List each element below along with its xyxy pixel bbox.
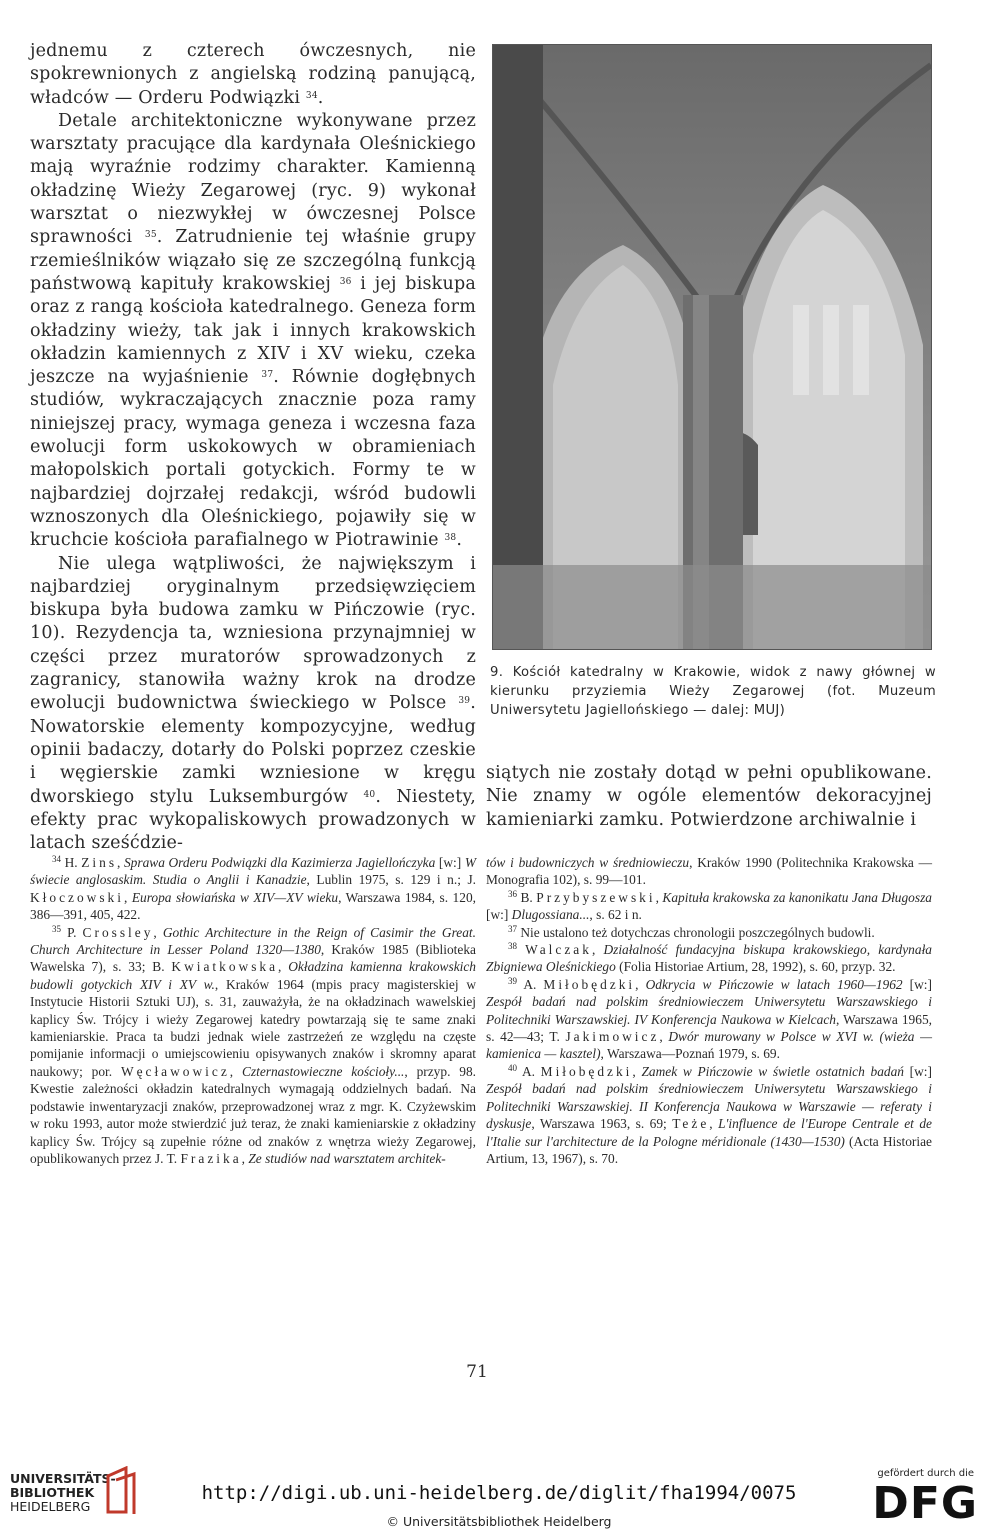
footnote-ref: 36 [339,276,352,287]
footnote-ref: 38 [508,941,517,952]
text-run: . Niestety, efekty prac wykopaliskowych prowadzonych w latach sześćdzie- [30,786,476,854]
text-run: , [153,924,163,940]
italic-title: Ze studiów nad warsztatem architek- [248,1150,446,1166]
footnote-ref: 40 [508,1062,517,1073]
italic-title: Zamek w Pińczowie w świetle ostatnich badań [641,1063,904,1079]
author-name: Teże [672,1116,710,1132]
text-run: P. [61,924,83,940]
italic-title: Działalność fundacyjna biskupa krakowskiego, kardynała Zbigniewa Oleśnickiego [486,942,932,975]
text-run: Nie ulega wątpliwości, że największym i najbardziej oryginalnym przedsięwzięciem biskupa była budowa zamku w Pińczowie (ryc. 10). Rezydencja ta, wzniesiona przynajmniej w części przez muratorów sprowadzonych z zagranicy, stanowiła ważny krok na drodze ewolucji budownictwa świeckiego w Polsce [30,553,476,714]
paragraph [30,110,476,553]
right-column-text [486,762,932,832]
paragraph [30,40,476,110]
text-run: . [456,530,463,551]
text-run: B. [517,889,537,905]
italic-title: Europa słowiańska w XIV—XV wieku [131,889,339,905]
text-run: i jej biskupa oraz z rangą kościoła katedralnego. Geneza form okładziny wieży, tak jak i innych krakowskich okładzin kamiennych z XIV i XV wieku, czeka jeszcze na wyjaśnienie [30,273,476,388]
author-name: Jakimowicz [565,1029,660,1045]
author-name: Frazika [180,1150,242,1166]
footnote-ref: 35 [52,923,61,934]
footnote-ref: 34 [305,90,318,101]
text-run: , [659,1029,669,1045]
author-name: Przybyszewski [536,889,656,905]
author-name: Miłobędzki [540,1063,633,1079]
text-run: , przyp. 98. Kwestie zależności okładzin katedralnych wymagają oddzielnych badań. Na podstawie inwentaryzacji znaków, przeprowadzonej wraz z mgr. K. Czyżewskim w roku 1993, autor może stwierdzić już teraz, że znaki kamieniarskie z okładziny kaplicy Św. Trójcy są zupełnie różne od znaków z wnętrza wieży Zegarowej, opublikowanych przez J. T. [30,1063,476,1166]
author-name: Kłoczowski [30,889,124,905]
italic-title: Dlugossiana... [511,907,590,923]
footnote-ref: 37 [508,923,517,934]
text-run: (Acta Historiae Artium, 13, 1967), s. 70. [486,1133,932,1166]
footnote [486,976,932,1063]
text-run: A. [517,976,544,992]
italic-title: L'influence de l'Europe Centrale et de l'Italie sur l'architecture de la Pologne méridionale (1430—1530) [486,1116,932,1149]
italic-title: Kapituła krakowska za kanonikatu Jana Długosza [662,889,932,905]
library-name: UNIVERSITÄTS- BIBLIOTHEK HEIDELBERG [10,1471,116,1514]
text-run: [w:] [902,976,932,992]
italic-title: Odkrycia w Pińczowie w latach 1960—1962 [645,976,903,992]
text-run: , [709,1116,719,1132]
text-run: , [229,1063,242,1079]
author-name: Kwiatkowska [171,959,279,975]
footnote [486,1063,932,1167]
footnote [486,854,932,889]
italic-title: Czternastowieczne kościoły... [241,1063,405,1079]
text-run: (Folia Historiae Artium, 28, 1992), s. 60, przyp. 32. [615,959,896,975]
text-run: , [591,942,604,958]
footnote [486,889,932,924]
digitization-footer [0,1440,998,1532]
footnote-ref: 37 [261,370,274,381]
text-run: , [278,959,289,975]
dfg-logo: DFG [872,1478,978,1529]
text-run: siątych nie zostały dotąd w pełni opublikowane. Nie znamy w ogóle elementów dekoracyjnej kamieniarki zamku. Potwierdzone archiwalnie i [486,763,932,830]
copyright-notice: © Universitätsbibliothek Heidelberg [386,1514,612,1529]
author-name: Crossley [82,924,154,940]
text-run: , Warszawa 1963, s. 69; [531,1116,673,1132]
footnote-ref: 34 [52,854,61,864]
text-run: , [635,976,646,992]
author-name: Zins [81,855,118,870]
text-run: . Nowatorskie elementy kompozycyjne, według opinii badaczy, dotarły do Polski poprzez czeskie i węgierskie zamki wzniesione w kręgu dworskiego stylu Luksemburgów [30,693,476,807]
paragraph [486,762,932,832]
footnotes-right [486,854,932,1167]
text-run: , s. 62 i n. [589,907,642,923]
funding-label: gefördert durch die [877,1468,974,1479]
italic-title: Gothic Architecture in the Reign of Casimir the Great. Church Architecture in Lesser Poland 1320—1380 [30,924,476,958]
text-run: . Równie dogłębnych studiów, wykraczających znacznie poza ramy niniejszej pracy, wymaga geneza i wczesna faza ewolucji form uskokowych w obramieniach małopolskich portali gotyckich. Formy te w najbardziej dojrzałej redakcji, wśród budowli wznoszonych dla Oleśnickiego, pojawiły się w kruchcie kościoła parafialnego w Piotrawinie [30,367,476,551]
italic-title: Dwór murowany w Polsce w XVI w. (wieża — kamienica — kasztel) [486,1029,932,1062]
text-run: [w:] [903,1063,932,1079]
text-run: [w:] [435,855,465,870]
footnote [30,924,476,1168]
text-run: , Kraków 1964 (mpis pracy magisterskiej w Instytucie Historii Sztuki UJ), s. 31, zauważyła, że na okładzinach wawelskiej kaplicy Św. Trójcy i wieży Zegarowej katedry powtarzają się te same znaki kamieniarskie. Praca ta budzi jednak wiele zastrzeżeń ze względu na częste pomijanie informacji o umiejscowieniu opisywanych znaków i skromny aparat naukowy; por. [30,976,476,1079]
footnote-ref: 40 [363,789,376,800]
text-run: . Zatrudnienie tej właśnie grupy rzemieślników wiązało się ze szczególną funkcją państwową kapituły krakowskiej [30,227,476,294]
cathedral-interior-photo [492,44,932,650]
text-run: A. [517,1063,541,1079]
text-run: , Lublin 1975, s. 129 i n.; J. [306,872,477,888]
paragraph [30,553,476,856]
italic-title: Zespół badań nad polskim średniowieczem Uniwersytetu Warszawskiego i Politechniki Warszawskiej. II Konferencja Naukowa w Warszawie — referaty i dyskusje [486,1081,932,1132]
text-run: , Kraków 1985 (Biblioteka Wawelska 7), s. 33; B. [30,942,476,975]
text-run: , [655,889,663,905]
author-name: Walczak [525,942,592,958]
italic-title: tów i budowniczych w średniowieczu [486,855,690,870]
italic-title: Okładzina kamienna krakowskich budowli gotyckich XIV i XV w. [30,959,476,992]
author-name: Węcławowicz [120,1063,230,1079]
footnote-ref: 39 [458,696,471,707]
text-run: Detale architektoniczne wykonywane przez warsztaty pracujące dla kardynała Oleśnickiego mają wyraźnie rodzimy charakter. Kamienną okładzinę Wieży Zegarowej (ryc. 9) wykonał warsztat o niezwykłej w ówczesnej Polsce sprawności [30,110,476,248]
footnote [486,924,932,941]
text-run: , Kraków 1990 (Politechnika Krakowska — Monografia 102), s. 99—101. [486,855,933,888]
italic-title: Sprawa Orderu Podwiązki dla Kazimierza Jagiellończyka [123,855,436,870]
footnote-ref: 35 [144,230,157,241]
text-run: , [117,855,124,870]
left-column-text [30,40,476,855]
page-number: 71 [466,1362,488,1382]
text-run: , [241,1150,249,1166]
text-run: , Warszawa 1965, s. 42—43; T. [486,1011,932,1045]
figure-caption: 9. Kościół katedralny w Krakowie, widok z nawy głównej w kierunku przyziemia Wieży Zegarowej (fot. Muzeum Uniwersytetu Jagiellońskiego — dalej: MUJ) [490,665,936,718]
text-run: . [317,87,324,108]
footnote [30,854,476,924]
text-run: jednemu z czterech ówczesnych, nie spokrewnionych z angielską rodziną panującą, władców — Orderu Podwiązki [30,41,476,108]
text-run: , [632,1063,642,1079]
source-url-link[interactable]: http://digi.ub.uni-heidelberg.de/diglit/fha1994/0075 [201,1482,797,1504]
text-run: H. [61,855,82,870]
footnote-ref: 36 [508,888,517,899]
text-run: , Warszawa 1984, s. 120, 386—391, 405, 422. [30,889,476,923]
footnote-ref: 39 [508,975,517,986]
text-run [517,942,525,957]
text-run: Nie ustalono też dotychczas chronologii poszczególnych budowli. [517,924,875,940]
italic-title: W świecie anglosaskim. Studia o Anglii i Kanadzie [30,855,476,888]
italic-title: Zespół badań nad polskim średniowieczem Uniwersytetu Warszawskiego i Politechniki Warszawskiej. IV Konferencja Naukowa w Kielcach [486,994,932,1027]
footnote [486,941,932,976]
footnote-ref: 38 [444,533,457,544]
text-run: , Warszawa—Poznań 1979, s. 69. [600,1046,780,1062]
footnotes-left [30,854,476,1167]
text-run: , [123,889,132,905]
author-name: Miłobędzki [543,976,636,992]
text-run: [w:] [486,907,512,923]
